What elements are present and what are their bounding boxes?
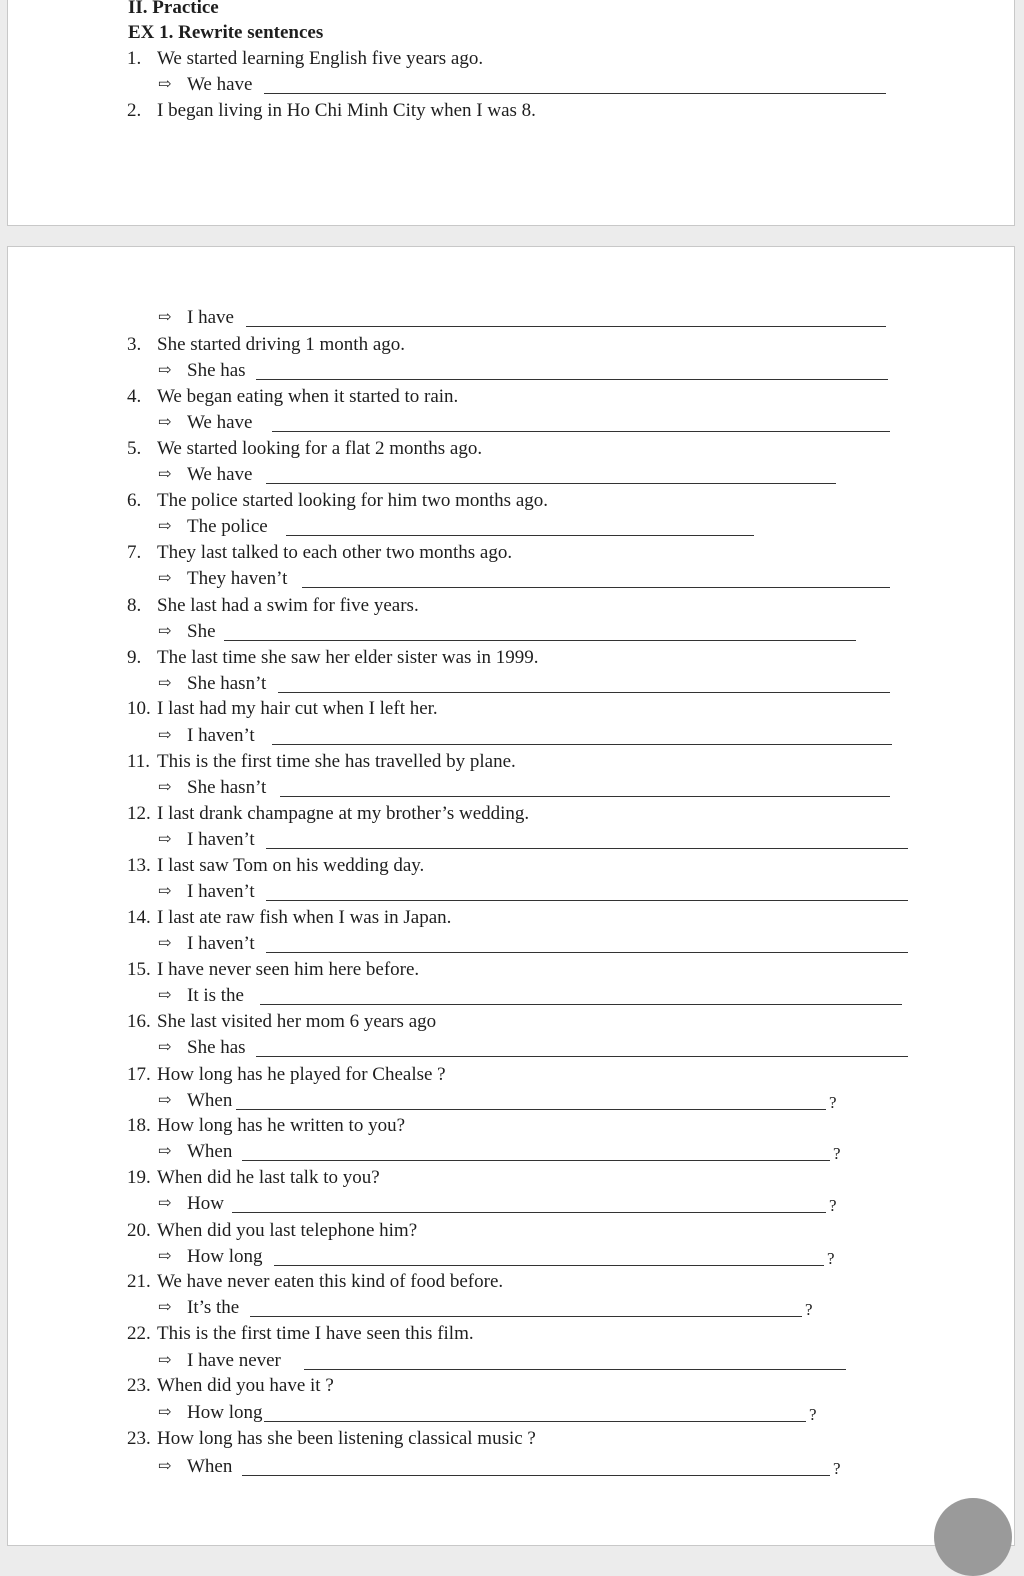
answer-blank-line[interactable] bbox=[272, 744, 892, 745]
item-sentence: I last saw Tom on his wedding day. bbox=[157, 855, 425, 876]
answer-blank-line[interactable] bbox=[266, 952, 908, 953]
item-number: 6. bbox=[127, 490, 142, 511]
answer-prompt: The police bbox=[187, 516, 268, 537]
item-sentence: When did you last telephone him? bbox=[157, 1220, 418, 1241]
item-sentence: I last drank champagne at my brother’s wedding. bbox=[157, 803, 530, 824]
arrow-icon: ⇨ bbox=[158, 76, 172, 93]
item-sentence: When did you have it ? bbox=[157, 1375, 334, 1396]
answer-prompt: She has bbox=[187, 1037, 246, 1058]
item-number: 13. bbox=[127, 855, 151, 876]
item-sentence: She started driving 1 month ago. bbox=[157, 334, 406, 355]
answer-prompt: It’s the bbox=[187, 1297, 240, 1318]
answer-prompt: I haven’t bbox=[187, 829, 255, 850]
answer-prompt: How long bbox=[187, 1402, 263, 1423]
item-sentence: She last visited her mom 6 years ago bbox=[157, 1011, 437, 1032]
item-sentence: How long has he played for Chealse ? bbox=[157, 1064, 446, 1085]
item-number: 14. bbox=[127, 907, 151, 928]
answer-blank-line[interactable] bbox=[266, 483, 836, 484]
answer-prompt: I have bbox=[187, 307, 234, 328]
arrow-icon: ⇨ bbox=[158, 414, 172, 431]
arrow-icon: ⇨ bbox=[158, 987, 172, 1004]
answer-prompt: She has bbox=[187, 360, 246, 381]
answer-prompt: She hasn’t bbox=[187, 673, 267, 694]
item-sentence: She last had a swim for five years. bbox=[157, 595, 419, 616]
answer-blank-line[interactable] bbox=[274, 1265, 824, 1266]
item-number: 8. bbox=[127, 595, 142, 616]
answer-blank-line[interactable] bbox=[250, 1316, 802, 1317]
arrow-icon: ⇨ bbox=[158, 779, 172, 796]
answer-blank-line[interactable] bbox=[256, 379, 888, 380]
item-number: 1. bbox=[127, 48, 142, 69]
item-number: 23. bbox=[127, 1375, 151, 1396]
arrow-icon: ⇨ bbox=[158, 362, 172, 379]
answer-prompt: I have never bbox=[187, 1350, 281, 1371]
item-number: 23. bbox=[127, 1428, 151, 1449]
answer-blank-line[interactable] bbox=[304, 1369, 846, 1370]
answer-blank-line[interactable] bbox=[224, 640, 856, 641]
answer-blank-line[interactable] bbox=[242, 1160, 830, 1161]
answer-blank-line[interactable] bbox=[232, 1212, 826, 1213]
question-mark: ? bbox=[833, 1144, 841, 1163]
question-mark: ? bbox=[805, 1300, 813, 1319]
answer-blank-line[interactable] bbox=[278, 692, 890, 693]
question-mark: ? bbox=[827, 1249, 835, 1268]
item-sentence: The police started looking for him two months ago. bbox=[157, 490, 549, 511]
answer-prompt: How long bbox=[187, 1246, 263, 1267]
item-number: 9. bbox=[127, 647, 142, 668]
item-number: 11. bbox=[127, 751, 151, 772]
item-sentence: We started learning English five years ago. bbox=[157, 48, 484, 69]
item-number: 7. bbox=[127, 542, 142, 563]
arrow-icon: ⇨ bbox=[158, 675, 172, 692]
arrow-icon: ⇨ bbox=[158, 727, 172, 744]
arrow-icon: ⇨ bbox=[158, 518, 172, 535]
item-sentence: How long has she been listening classical music ? bbox=[157, 1428, 536, 1449]
answer-prompt: It is the bbox=[187, 985, 244, 1006]
arrow-icon: ⇨ bbox=[158, 1039, 172, 1056]
arrow-icon: ⇨ bbox=[158, 1092, 172, 1109]
item-number: 10. bbox=[127, 698, 151, 719]
answer-prompt: I haven’t bbox=[187, 725, 255, 746]
answer-blank-line[interactable] bbox=[264, 1421, 806, 1422]
item-sentence: We have never eaten this kind of food before. bbox=[157, 1271, 504, 1292]
answer-prompt: We have bbox=[187, 464, 253, 485]
arrow-icon: ⇨ bbox=[158, 883, 172, 900]
item-sentence: We started looking for a flat 2 months ago. bbox=[157, 438, 483, 459]
arrow-icon: ⇨ bbox=[158, 1352, 172, 1369]
item-sentence: This is the first time she has travelled by plane. bbox=[157, 751, 516, 772]
item-number: 4. bbox=[127, 386, 142, 407]
answer-prompt: When bbox=[187, 1090, 233, 1111]
item-sentence: We began eating when it started to rain. bbox=[157, 386, 459, 407]
answer-prompt: When bbox=[187, 1141, 233, 1162]
item-number: 16. bbox=[127, 1011, 151, 1032]
item-number: 17. bbox=[127, 1064, 151, 1085]
item-number: 15. bbox=[127, 959, 151, 980]
answer-blank-line[interactable] bbox=[246, 326, 886, 327]
answer-blank-line[interactable] bbox=[260, 1004, 902, 1005]
answer-prompt: I haven’t bbox=[187, 881, 255, 902]
item-sentence: I began living in Ho Chi Minh City when I was 8. bbox=[157, 100, 536, 121]
answer-prompt: How bbox=[187, 1193, 224, 1214]
item-number: 3. bbox=[127, 334, 142, 355]
item-sentence: This is the first time I have seen this film. bbox=[157, 1323, 474, 1344]
answer-prompt: When bbox=[187, 1456, 233, 1477]
item-sentence: I last had my hair cut when I left her. bbox=[157, 698, 438, 719]
arrow-icon: ⇨ bbox=[158, 1195, 172, 1212]
answer-blank-line[interactable] bbox=[256, 1056, 908, 1057]
arrow-icon: ⇨ bbox=[158, 935, 172, 952]
question-mark: ? bbox=[829, 1093, 837, 1112]
item-number: 12. bbox=[127, 803, 151, 824]
answer-blank-line[interactable] bbox=[286, 535, 754, 536]
answer-blank-line[interactable] bbox=[272, 431, 890, 432]
arrow-icon: ⇨ bbox=[158, 831, 172, 848]
item-sentence: I have never seen him here before. bbox=[157, 959, 420, 980]
answer-blank-line[interactable] bbox=[302, 587, 890, 588]
arrow-icon: ⇨ bbox=[158, 1248, 172, 1265]
item-sentence: How long has he written to you? bbox=[157, 1115, 406, 1136]
answer-prompt: We have bbox=[187, 412, 253, 433]
item-sentence: They last talked to each other two months ago. bbox=[157, 542, 513, 563]
answer-blank-line[interactable] bbox=[242, 1475, 830, 1476]
section-title: II. Practice bbox=[128, 0, 219, 18]
question-mark: ? bbox=[809, 1405, 817, 1424]
item-sentence: The last time she saw her elder sister was in 1999. bbox=[157, 647, 539, 668]
item-number: 21. bbox=[127, 1271, 151, 1292]
floating-action-button[interactable] bbox=[934, 1498, 1012, 1576]
answer-blank-line[interactable] bbox=[266, 900, 908, 901]
arrow-icon: ⇨ bbox=[158, 309, 172, 326]
answer-blank-line[interactable] bbox=[236, 1109, 826, 1110]
arrow-icon: ⇨ bbox=[158, 1299, 172, 1316]
answer-prompt: They haven’t bbox=[187, 568, 288, 589]
arrow-icon: ⇨ bbox=[158, 623, 172, 640]
answer-blank-line[interactable] bbox=[280, 796, 890, 797]
item-number: 5. bbox=[127, 438, 142, 459]
arrow-icon: ⇨ bbox=[158, 1404, 172, 1421]
arrow-icon: ⇨ bbox=[158, 1458, 172, 1475]
item-sentence: I last ate raw fish when I was in Japan. bbox=[157, 907, 452, 928]
answer-prompt: We have bbox=[187, 74, 253, 95]
answer-blank-line[interactable] bbox=[264, 93, 886, 94]
arrow-icon: ⇨ bbox=[158, 466, 172, 483]
item-number: 18. bbox=[127, 1115, 151, 1136]
answer-prompt: I haven’t bbox=[187, 933, 255, 954]
answer-prompt: She hasn’t bbox=[187, 777, 267, 798]
item-number: 2. bbox=[127, 100, 142, 121]
answer-prompt: She bbox=[187, 621, 216, 642]
exercise-title: EX 1. Rewrite sentences bbox=[128, 22, 324, 43]
arrow-icon: ⇨ bbox=[158, 570, 172, 587]
item-sentence: When did he last talk to you? bbox=[157, 1167, 380, 1188]
item-number: 20. bbox=[127, 1220, 151, 1241]
question-mark: ? bbox=[833, 1459, 841, 1478]
arrow-icon: ⇨ bbox=[158, 1143, 172, 1160]
answer-blank-line[interactable] bbox=[266, 848, 908, 849]
item-number: 19. bbox=[127, 1167, 151, 1188]
item-number: 22. bbox=[127, 1323, 151, 1344]
question-mark: ? bbox=[829, 1196, 837, 1215]
